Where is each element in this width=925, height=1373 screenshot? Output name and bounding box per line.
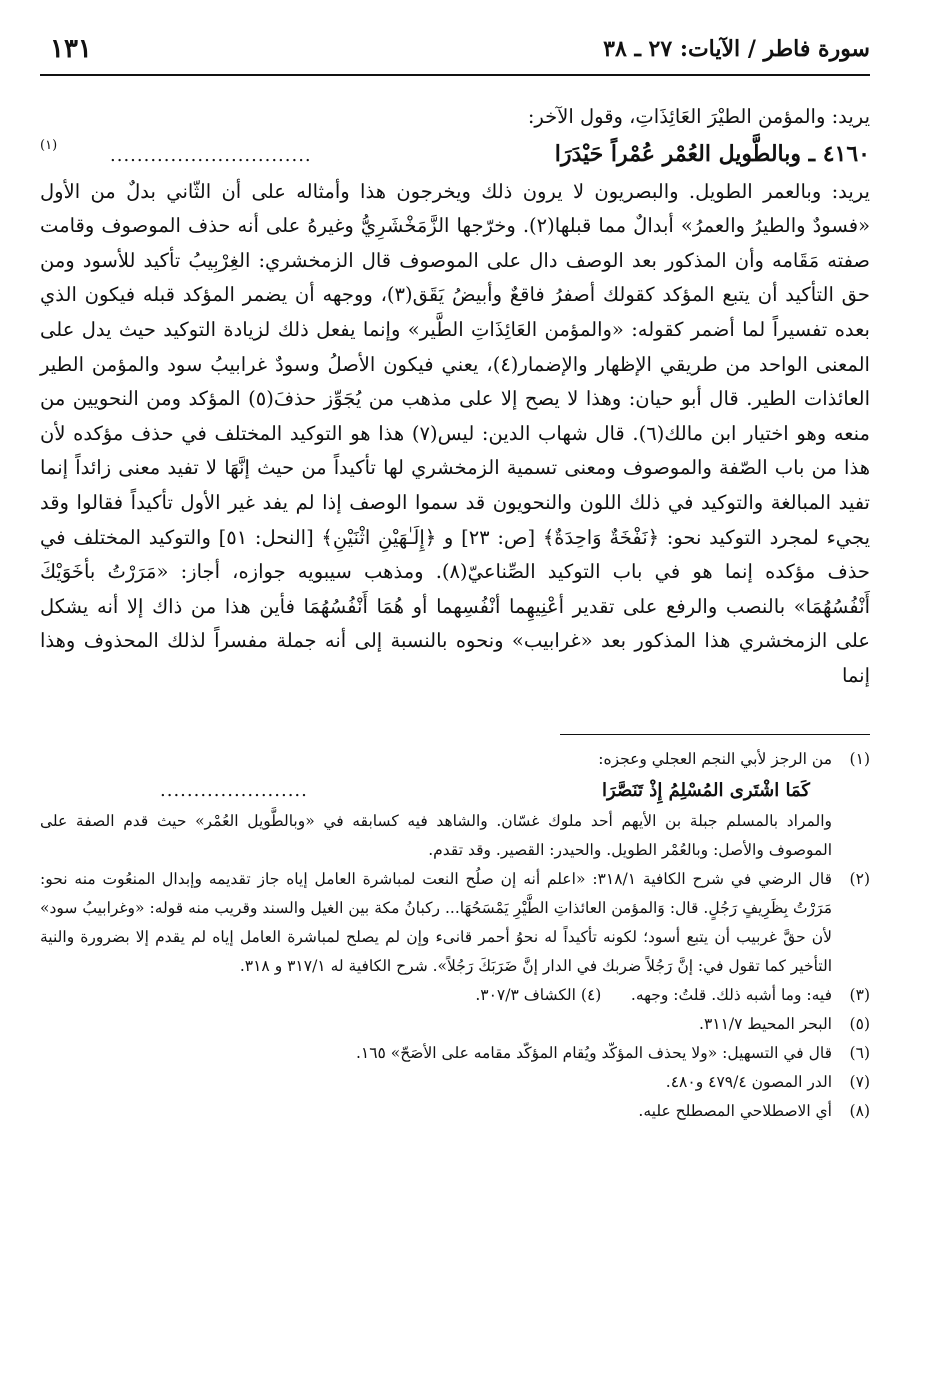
footnote-text: قال الرضي في شرح الكافية ٣١٨/١: «اعلم أنه إن صلُح النعت لمباشرة العامل إياه جاز تقديمه وإبدال المنعُوت منه نحو: مَرَرْتُ بِظَرِيفٍ رَجُلٍ. قال: وَالمؤمن العائذاتِ الطَّيْرِ يَمْسَحُهَا... ركبانُ مكة بين الغيل والسند وقريب منه قوله: «وغرابيبُ سود» لأن حقَّ غربيب أن يتبع أسود؛ لكونه تأكيداً له نحوُ أحمر قانىء وإن لم يصلح لمباشرة العامل إياه لم يقدم إلا بضرورة والنية التأخير كما تقول في: إنَّ رَجُلاً ضربك في الدار إنَّ ضَرَبَكَ رَجُلاً». شرح الكافية له ٣١٧/١ و ٣١٨. xyxy=(40,869,832,975)
footnote-number: (٨) xyxy=(849,1101,870,1120)
footnote-text: قال في التسهيل: «ولا يحذف المؤكّد ويُقام المؤكّد مقامه على الأصَحّ» ١٦٥. xyxy=(355,1043,832,1062)
footnote-number: (٢) xyxy=(849,869,870,888)
footnote-2 xyxy=(40,865,870,981)
footnote-text: البحر المحيط ٣١١/٧. xyxy=(699,1014,832,1033)
footnote-8 xyxy=(40,1097,870,1126)
footnote-text: فيه: وما أشبه ذلك. قلتُ: وجهه. xyxy=(630,985,832,1004)
main-text xyxy=(40,100,870,694)
verse-text: ٤١٦٠ ـ وبالطَّويل العُمْر عُمْراً حَيْدَرَا xyxy=(554,140,870,167)
running-title: سورة فاطر / الآيات: ٢٧ ـ ٣٨ xyxy=(603,36,870,62)
footnote-text: أي الاصطلاحي المصطلح عليه. xyxy=(638,1101,832,1120)
poem-dots: ...................... xyxy=(160,779,308,801)
footnote-5 xyxy=(40,1010,870,1039)
footnote-ref-1: (١) xyxy=(40,137,58,153)
footnote-number: (١) xyxy=(849,749,870,768)
intro-line: يريد: والمؤمن الطيْرَ العَائِذَاتِ، وقول الآخر: xyxy=(527,105,870,128)
footnote-number: (٥) xyxy=(849,1014,870,1033)
book-page xyxy=(40,30,870,1126)
poem-line xyxy=(40,774,870,807)
footnote-7 xyxy=(40,1068,870,1097)
footnote-number: (٤) xyxy=(580,985,602,1004)
footnote-number: (٦) xyxy=(849,1043,870,1062)
footnote-1-cont xyxy=(40,807,870,865)
footnote-divider xyxy=(560,734,870,735)
footnote-text: من الرجز لأبي النجم العجلي وعجزه: xyxy=(598,749,832,768)
footnote-number: (٣) xyxy=(849,985,870,1004)
footnote-1 xyxy=(40,745,870,774)
verse-dots: .............................. xyxy=(110,144,312,166)
footnote-text: والمراد بالمسلم جبلة بن الأيهم أحد ملوك غسّان. والشاهد فيه كسابقه في «وبالطَّويل العُمْر» حيث قدم الصفة على الموصوف والأصل: وبالعُمْر الطويل. والحيدر: القصير. وقد تقدم. xyxy=(40,811,832,859)
verse-line xyxy=(40,135,870,175)
footnote-3-4 xyxy=(40,981,870,1010)
poem-hemistich: كَمَا اشْتَرى المُسْلِمُ إِذْ تَنَصَّرَا xyxy=(602,779,810,801)
footnotes xyxy=(40,745,870,1126)
footnote-text: الدر المصون ٤٧٩/٤ و٤٨٠. xyxy=(665,1072,832,1091)
page-header xyxy=(40,30,870,76)
footnote-text: الكشاف ٣٠٧/٣. xyxy=(475,985,576,1004)
footnote-number: (٧) xyxy=(849,1072,870,1091)
paragraph: يريد: وبالعمر الطويل. والبصريون لا يرون ذلك ويخرجون هذا وأمثاله على أن الثّاني بدلٌ من الأول «فسودٌ والطيرُ والعمرُ» أبدالٌ مما قبلها(٢). وخرّجها الزَّمَخْشَرِيُّ وغيرهُ على أنه حذف الموصوف وقامت صفته مَقَامه وأن المذكور بعد الوصف دال على الموصوف قال الزمخشري: الغِرْبِيبُ تأكيد للأسود ومن حق التأكيد أن يتبع المؤكد كقولك أصفرُ فاقعٌ وأبيضُ يَقَق(٣)، ووجهه أن يضمر المؤكد قبله فيكون الذي بعده تفسيراً لما أضمر كقوله: «والمؤمن العَائِذَاتِ الطَّير» وإنما يفعل ذلك لزيادة التوكيد حيث يدل على المعنى الواحد من طريقي الإظهار والإضمار(٤)، يعني فيكون الأصلُ وسودٌ غرابيبُ سود والمؤمن الطير العائذات الطير. قال أبو حيان: وهذا لا يصح إلا على مذهب من يُجَوِّز حذفَ(٥) المؤكد ومن النحويين من منعه وهو اختيار ابن مالك(٦). قال شهاب الدين: ليس(٧) هذا هو التوكيد المختلف في حذف مؤكده لأن هذا من باب الصّفة والموصوف ومعنى تسمية الزمخشري لها تأكيداً من حيث إنَّهَا لا تفيد معنى زائداً إنما تفيد المبالغة والتوكيد في ذلك اللون والنحويون قد سموا الوصف إذا لم يفد غير الأول تأكيداً فقالوا وقد يجيء لمجرد التوكيد نحو: ﴿نَفْخَةٌ وَاحِدَةٌ﴾ [ص: ٢٣] و ﴿إِلَـٰهَيْنِ اثْنَيْنِ﴾ [النحل: ٥١] والتوكيد المختلف في حذف مؤكده إنما هو في باب التوكيد الصِّناعيّ(٨). ومذهب سيبويه جوازه، أجاز: «مَرَرْتُ بأخَوَيْكَ أَنْفُسُهُمَا» بالنصب والرفع على تقدير أعْنِيهِما أنْفُسِهما أو هُمَا أَنْفُسُهُمَا فأين هذا من ذاك إلا أنه يشكل على الزمخشري هذا المذكور بعد «غرابيب» ونحوه بالنسبة إلى أنه جملة مفسراً لذلك المحذوف وهذا إنما xyxy=(40,179,871,687)
footnote-6 xyxy=(40,1039,870,1068)
page-number: ١٣١ xyxy=(50,34,92,64)
